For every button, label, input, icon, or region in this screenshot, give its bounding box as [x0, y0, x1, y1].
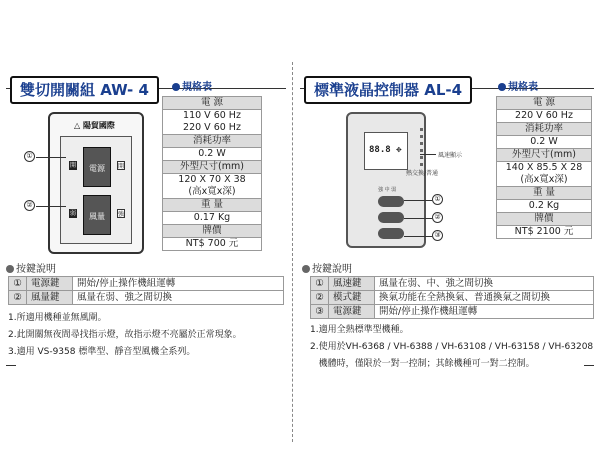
label-line-1: [420, 154, 436, 155]
brand-logo: △ 陽貿國際: [74, 121, 115, 130]
left-note-1: 1.所適用機種並無風閘。: [8, 313, 107, 323]
right-keys-table: [310, 276, 594, 319]
key-name: 風量鍵: [27, 291, 73, 305]
key-name: 模式鍵: [329, 291, 375, 305]
led-dots: [420, 128, 423, 168]
left-spec-table: [162, 96, 262, 251]
bullet-icon: [6, 265, 14, 273]
key-name: 電源鍵: [329, 305, 375, 319]
label-fan-display: 風速顯示: [438, 152, 463, 159]
key-desc: 開始/停止操作機組運轉: [375, 305, 594, 319]
al4-device-image: [346, 112, 426, 248]
mid-rule-left: [6, 365, 16, 366]
spec-header-cell: 電 源: [497, 97, 592, 110]
key-name: 風速鍵: [329, 277, 375, 291]
table-row: [9, 291, 284, 305]
table-row: [9, 277, 284, 291]
spec-header-cell: 重 量: [163, 199, 262, 212]
mark-left-1: 開: [69, 162, 76, 169]
fan-key: 風量: [83, 195, 111, 235]
spec-header-cell: 牌價: [497, 213, 592, 226]
left-title: 雙切開關組 AW- 4: [10, 76, 159, 104]
key-desc: 換氣功能在全熱換氣、普通換氣之間切換: [375, 291, 594, 305]
table-row: [311, 305, 594, 319]
spec-value-cell: 220 V 60 Hz: [497, 110, 592, 123]
callout-2: ②: [24, 200, 35, 211]
power-key: 電源: [83, 147, 111, 187]
spec-value-cell: 0.17 Kg: [163, 212, 262, 225]
callout-r2: ②: [432, 212, 443, 223]
button-labels: 強 中 弱: [378, 187, 397, 193]
right-title: 標準液晶控制器 AL-4: [304, 76, 472, 104]
spec-header-cell: 重 量: [497, 187, 592, 200]
left-note-2: 2.此開關無夜間尋找指示燈，故指示燈不亮屬於正常現象。: [8, 330, 242, 340]
spec-value-cell: 140 X 85.5 X 28 (高x寬x深): [497, 162, 592, 187]
right-spec-header: 規格表: [498, 78, 538, 93]
mode-button: [378, 212, 404, 223]
right-note-3: 機體時，僅限於一對一控制；其餘機種可一對二控制。: [310, 359, 535, 369]
spec-header-cell: 外型尺寸(mm): [497, 149, 592, 162]
callout-r1: ①: [432, 194, 443, 205]
mark-right-2: 強: [118, 211, 125, 218]
power-button: [378, 228, 404, 239]
bullet-icon: [498, 83, 506, 91]
spec-value-cell: 0.2 W: [163, 148, 262, 161]
table-row: [311, 291, 594, 305]
right-note-1: 1.適用全熱標準型機種。: [310, 325, 409, 335]
key-name: 電源鍵: [27, 277, 73, 291]
spec-header-cell: 消耗功率: [497, 123, 592, 136]
callout-line-2: [36, 206, 66, 207]
fan-speed-button: [378, 196, 404, 207]
callout-line-r3: [404, 236, 432, 237]
spec-value-cell: 0.2 Kg: [497, 200, 592, 213]
callout-line-r2: [404, 218, 432, 219]
key-number: ①: [311, 277, 329, 291]
lcd-readout: 88.8 ✥: [369, 145, 402, 155]
right-spec-table: [496, 96, 592, 239]
spec-value-cell: 120 X 70 X 38 (高x寬x深): [163, 174, 262, 199]
key-number: ②: [9, 291, 27, 305]
callout-r3: ③: [432, 230, 443, 241]
left-note-3: 3.適用 VS-9358 標準型、靜音型風機全系列。: [8, 347, 196, 357]
spec-value-cell: NT$ 700 元: [163, 238, 262, 251]
left-keys-header: 按鍵說明: [6, 260, 56, 275]
key-number: ③: [311, 305, 329, 319]
callout-1: ①: [24, 151, 35, 162]
spec-header-cell: 電 源: [163, 97, 262, 110]
mark-right-1: 開: [118, 163, 125, 170]
key-number: ①: [9, 277, 27, 291]
callout-line-1: [36, 157, 66, 158]
spec-header-cell: 消耗功率: [163, 135, 262, 148]
right-keys-header: 按鍵說明: [302, 260, 352, 275]
key-desc: 開始/停止操作機組運轉: [73, 277, 284, 291]
bullet-icon: [172, 83, 180, 91]
key-desc: 風量在弱、中、強之間切換: [375, 277, 594, 291]
spec-value-cell: 0.2 W: [497, 136, 592, 149]
aw4-device-image: [48, 112, 144, 254]
switch-plate: [60, 136, 132, 244]
lcd-screen: [364, 132, 408, 170]
label-mode-display: 熱交換/普通: [406, 170, 439, 177]
center-divider: [292, 62, 293, 442]
key-desc: 風量在弱、強之間切換: [73, 291, 284, 305]
left-spec-header: 規格表: [172, 78, 212, 93]
right-note-2: 2.使用於VH-6368 / VH-6388 / VH-63108 / VH-63158 / VH-63208: [310, 342, 594, 352]
spec-header-cell: 外型尺寸(mm): [163, 161, 262, 174]
spec-header-cell: 牌價: [163, 225, 262, 238]
left-keys-table: [8, 276, 284, 305]
bullet-icon: [302, 265, 310, 273]
spec-value-cell: NT$ 2100 元: [497, 226, 592, 239]
spec-value-cell: 110 V 60 Hz 220 V 60 Hz: [163, 110, 262, 135]
table-row: [311, 277, 594, 291]
mid-rule-right: [584, 365, 594, 366]
mark-left-2: 弱: [69, 210, 76, 217]
callout-line-r1: [404, 200, 432, 201]
key-number: ②: [311, 291, 329, 305]
